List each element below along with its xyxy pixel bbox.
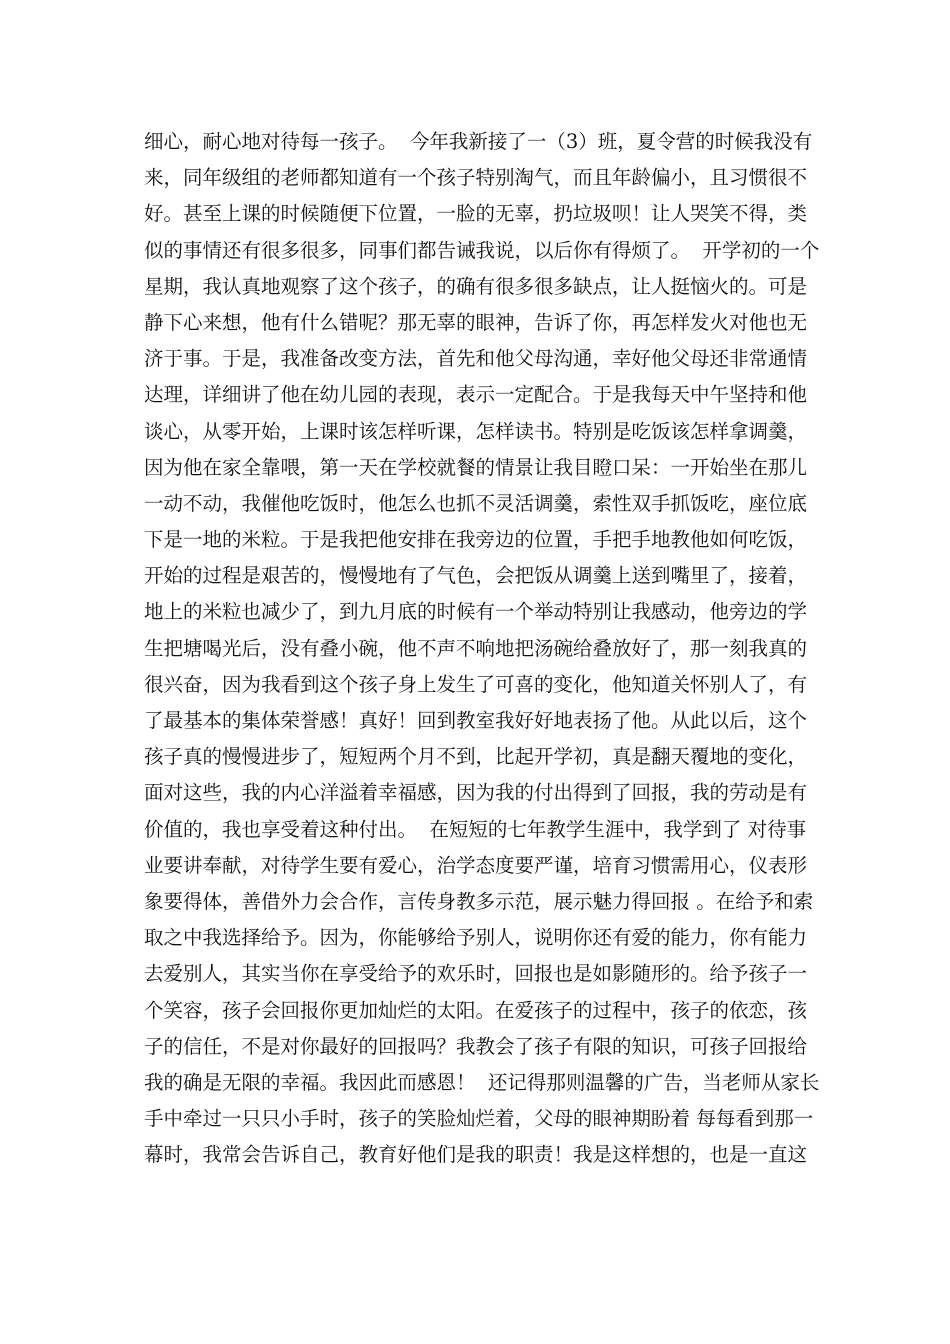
text-line: 星期，我认真地观察了这个孩子，的确有很多很多缺点，让人挺恼火的。可是 bbox=[144, 274, 808, 298]
text-line: 细心，耐心地对待每一孩子。 今年我新接了一（3）班，夏令营的时候我没有 bbox=[144, 130, 813, 153]
text-line: 业要讲奉献，对待学生要有爱心，治学态度要严谨，培育习惯需用心，仪表形 bbox=[144, 853, 808, 877]
text-line: 静下心来想，他有什么错呢？那无辜的眼神，告诉了你，再怎样发火对他也无 bbox=[144, 310, 808, 334]
text-line: 我的确是无限的幸福。我因此而感恩！ 还记得那则温馨的广告，当老师从家长 bbox=[144, 1070, 820, 1094]
text-line: 很兴奋，因为我看到这个孩子身上发生了可喜的变化，他知道关怀别人了，有 bbox=[144, 672, 808, 696]
text-line: 开始的过程是艰苦的，慢慢地有了气色，会把饭从调羹上送到嘴里了，接着， bbox=[144, 564, 808, 588]
text-line: 幕时，我常会告诉自己，教育好他们是我的职责！我是这样想的，也是一直这 bbox=[144, 1143, 808, 1167]
text-line: 来，同年级组的老师都知道有一个孩子特别淘气，而且年龄偏小，且习惯很不 bbox=[144, 166, 808, 190]
text-line: 了最基本的集体荣誉感！真好！回到教室我好好地表扬了他。从此以后，这个 bbox=[144, 709, 808, 732]
text-line: 象要得体，善借外力会合作，言传身教多示范，展示魅力得回报 。在给予和索 bbox=[144, 889, 814, 913]
text-line: 面对这些，我的内心洋溢着幸福感，因为我的付出得到了回报，我的劳动是有 bbox=[144, 781, 808, 805]
text-line: 似的事情还有很多很多，同事们都告诫我说，以后你有得烦了。 开学初的一个 bbox=[144, 238, 820, 262]
text-line: 达理，详细讲了他在幼儿园的表现，表示一定配合。于是我每天中午坚持和他 bbox=[144, 383, 808, 407]
text-line: 子的信任，不是对你最好的回报吗？我教会了孩子有限的知识，可孩子回报给 bbox=[144, 1034, 808, 1058]
body-text bbox=[144, 124, 820, 1173]
text-line: 生把塘喝光后，没有叠小碗，他不声不响地把汤碗给叠放好了，那一刻我真的 bbox=[144, 636, 808, 660]
text-line: 价值的，我也享受着这种付出。 在短短的七年教学生涯中，我学到了 对待事 bbox=[144, 817, 807, 841]
text-line: 好。甚至上课的时候随便下位置，一脸的无辜，扔垃圾呗！让人哭笑不得，类 bbox=[144, 202, 808, 226]
text-line: 济于事。于是，我准备改变方法，首先和他父母沟通，幸好他父母还非常通情 bbox=[144, 347, 808, 371]
text-line: 取之中我选择给予。因为，你能够给予别人，说明你还有爱的能力，你有能力 bbox=[144, 926, 808, 950]
text-line: 孩子真的慢慢进步了，短短两个月不到，比起开学初，真是翻天覆地的变化， bbox=[144, 745, 808, 769]
text-line: 一动不动，我催他吃饭时，他怎么也抓不灵活调羹，索性双手抓饭吃，座位底 bbox=[144, 491, 808, 515]
text-line: 个笑容，孩子会回报你更加灿烂的太阳。在爱孩子的过程中，孩子的依恋，孩 bbox=[144, 998, 808, 1022]
text-line: 因为他在家全靠喂，第一天在学校就餐的情景让我目瞪口呆：一开始坐在那儿 bbox=[144, 455, 808, 479]
text-line: 地上的米粒也减少了，到九月底的时候有一个举动特别让我感动，他旁边的学 bbox=[144, 600, 808, 624]
text-line: 去爱别人，其实当你在享受给予的欢乐时，回报也是如影随形的。给予孩子一 bbox=[144, 962, 808, 986]
text-line: 下是一地的米粒。于是我把他安排在我旁边的位置，手把手地教他如何吃饭， bbox=[144, 528, 808, 552]
text-line: 手中牵过一只只小手时，孩子的笑脸灿烂着，父母的眼神期盼着 每每看到那一 bbox=[144, 1107, 814, 1131]
text-line: 谈心，从零开始，上课时该怎样听课，怎样读书。特别是吃饭该怎样拿调羹， bbox=[144, 419, 808, 443]
